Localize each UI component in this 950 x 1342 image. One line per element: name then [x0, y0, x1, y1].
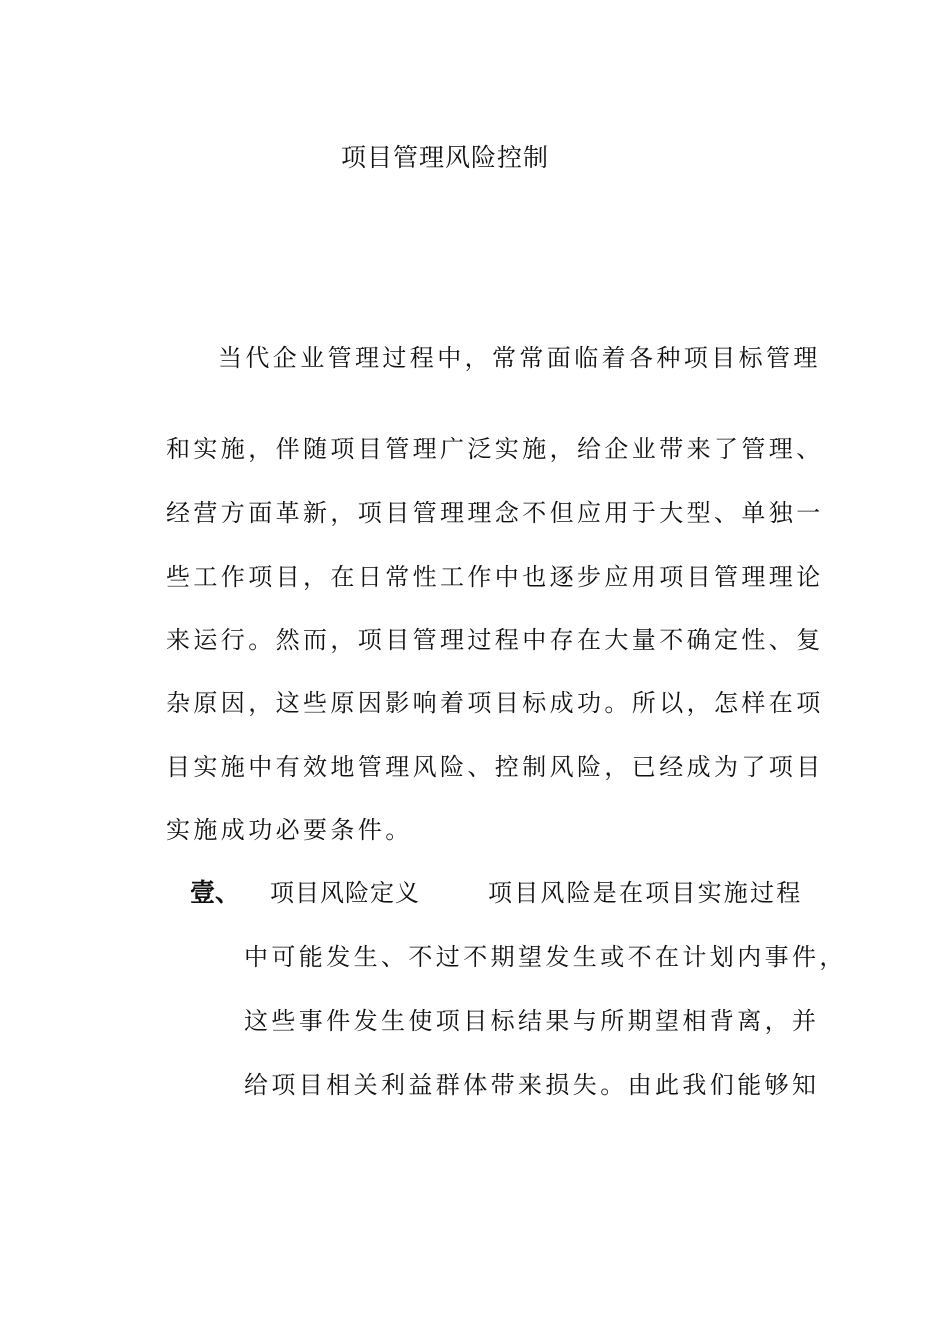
intro-paragraph-line: 当代企业管理过程中，常常面临着各种项目标管理 [218, 344, 821, 372]
section-paragraph-line: 这些事件发生使项目标结果与所期望相背离，并 [244, 1007, 820, 1035]
section-paragraph-line: 给项目相关利益群体带来损失。由此我们能够知 [244, 1071, 820, 1099]
intro-paragraph-line: 来运行。然而，项目管理过程中存在大量不确定性、复 [166, 626, 824, 654]
intro-paragraph-line: 目实施中有效地管理风险、控制风险，已经成为了项目 [166, 753, 824, 781]
section-number-marker: 壹、 [190, 878, 241, 907]
section-paragraph-line: 项目风险是在项目实施过程 [488, 879, 803, 907]
document-title: 项目管理风险控制 [340, 143, 549, 172]
intro-paragraph-line: 些工作项目，在日常性工作中也逐步应用项目管理理论 [166, 563, 824, 591]
intro-paragraph-line: 经营方面革新，项目管理理念不但应用于大型、单独一 [166, 499, 824, 527]
intro-paragraph-line: 和实施，伴随项目管理广泛实施，给企业带来了管理、 [166, 435, 824, 463]
intro-paragraph-line: 实施成功必要条件。 [166, 816, 413, 844]
section-paragraph-line: 中可能发生、不过不期望发生或不在计划内事件， [244, 943, 847, 971]
intro-paragraph-line: 杂原因，这些原因影响着项目标成功。所以，怎样在项 [166, 689, 824, 717]
section-heading: 项目风险定义 [270, 879, 420, 907]
